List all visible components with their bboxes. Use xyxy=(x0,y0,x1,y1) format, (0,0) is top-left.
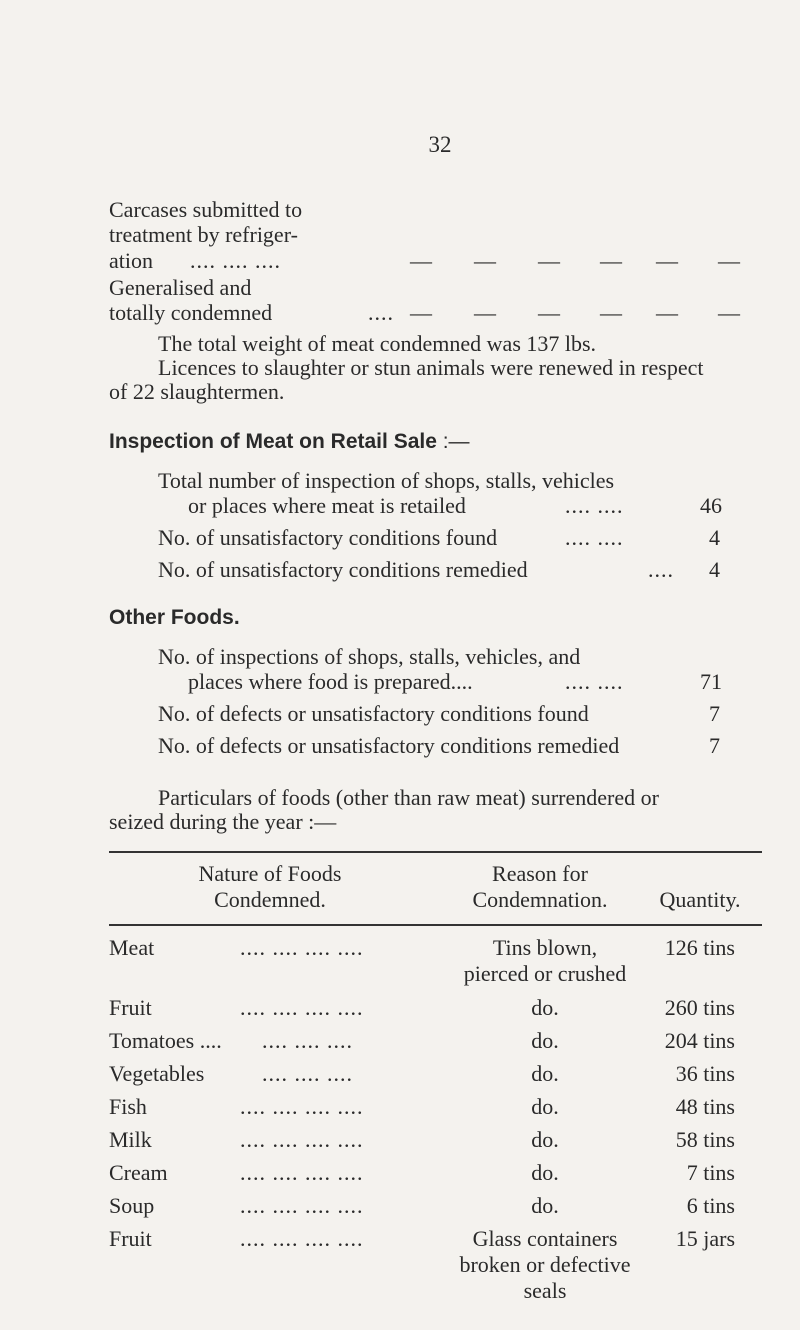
generalised-dash: — xyxy=(474,300,496,325)
retail-row-1-line-2: or places where meat is retailed xyxy=(188,493,466,518)
table-row-food: Milk xyxy=(109,1127,152,1152)
licences-text-1: Licences to slaughter or stun animals were renewed in respect xyxy=(158,355,704,380)
table-row-dots: .... .... .... xyxy=(262,1061,353,1086)
table-row-reason-2: broken or defective xyxy=(459,1252,631,1277)
retail-row-3-dots: .... xyxy=(648,557,674,582)
other-row-3-value: 7 xyxy=(709,733,720,758)
retail-row-1-value: 46 xyxy=(700,493,722,518)
table-row-quantity: 7 tins xyxy=(686,1160,735,1185)
table-row-reason-3: seals xyxy=(523,1278,567,1303)
table-row-quantity: 260 tins xyxy=(664,995,735,1020)
generalised-dots: .... xyxy=(368,300,394,325)
retail-row-3-value: 4 xyxy=(709,557,720,582)
retail-row-1-line-1: Total number of inspection of shops, stalls, vehicles xyxy=(158,468,615,493)
table-row-food: Fruit xyxy=(109,995,152,1020)
table-row-dots: .... .... .... .... xyxy=(240,1094,364,1119)
table-row-dots: .... .... .... .... xyxy=(240,1226,364,1251)
carcases-dots: .... .... .... xyxy=(190,248,281,273)
table-row-quantity: 126 tins xyxy=(664,935,735,960)
particulars-text-1: Particulars of foods (other than raw meat) surrendered or xyxy=(158,785,659,810)
other-row-1-dots: .... .... xyxy=(565,669,624,694)
table-row-dots: .... .... .... .... xyxy=(240,1193,364,1218)
table-row-reason: do. xyxy=(531,1028,559,1053)
header-nature-2: Condemned. xyxy=(214,887,326,912)
retail-heading-suffix: :— xyxy=(436,430,470,453)
table-row-dots: .... .... .... .... xyxy=(240,935,364,960)
other-row-1-line-2: places where food is prepared.... xyxy=(188,669,473,694)
table-row-reason: Glass containers xyxy=(472,1226,618,1251)
table-row-food: Soup xyxy=(109,1193,155,1218)
table-row-reason: do. xyxy=(531,1127,559,1152)
retail-row-3-label: No. of unsatisfactory conditions remedied xyxy=(158,557,528,582)
other-row-2-value: 7 xyxy=(709,701,720,726)
carcases-dash: — xyxy=(718,248,740,273)
retail-row-2-dots: .... .... xyxy=(565,525,624,550)
table-row-dots: .... .... .... .... xyxy=(240,995,364,1020)
generalised-dash: — xyxy=(600,300,622,325)
table-row-reason: do. xyxy=(531,1094,559,1119)
table-row-quantity: 204 tins xyxy=(664,1028,735,1053)
table-row-food: Cream xyxy=(109,1160,168,1185)
page-number: 32 xyxy=(428,132,452,157)
other-foods-heading: Other Foods. xyxy=(109,606,240,629)
header-quantity: Quantity. xyxy=(659,887,741,912)
generalised-dash: — xyxy=(538,300,560,325)
generalised-dash: — xyxy=(410,300,432,325)
table-row-quantity: 36 tins xyxy=(675,1061,735,1086)
other-row-1-line-1: No. of inspections of shops, stalls, vehicles, and xyxy=(158,644,581,669)
table-row-quantity: 6 tins xyxy=(686,1193,735,1218)
carcases-dash: — xyxy=(656,248,678,273)
table-row-quantity: 58 tins xyxy=(675,1127,735,1152)
total-weight-text: The total weight of meat condemned was 137 lbs. xyxy=(158,331,597,356)
carcases-dash: — xyxy=(600,248,622,273)
table-row-food: Fish xyxy=(109,1094,147,1119)
retail-row-2-value: 4 xyxy=(709,525,720,550)
licences-text-2: of 22 slaughtermen. xyxy=(109,379,285,404)
other-row-1-value: 71 xyxy=(700,669,722,694)
generalised-dash: — xyxy=(718,300,740,325)
retail-row-2-label: No. of unsatisfactory conditions found xyxy=(158,525,498,550)
generalised-line-2: totally condemned xyxy=(109,300,273,325)
particulars-text-2: seized during the year :— xyxy=(109,809,337,834)
table-row-quantity: 48 tins xyxy=(675,1094,735,1119)
table-row-reason-2: pierced or crushed xyxy=(463,961,627,986)
table-row-food: Tomatoes .... xyxy=(109,1028,222,1053)
carcases-dash: — xyxy=(474,248,496,273)
retail-row-1-dots: .... .... xyxy=(565,493,624,518)
carcases-dash: — xyxy=(538,248,560,273)
table-row-dots: .... .... .... .... xyxy=(240,1127,364,1152)
carcases-line-1: Carcases submitted to xyxy=(109,197,303,222)
carcases-line-2: treatment by refriger- xyxy=(109,222,298,247)
table-header-rule xyxy=(109,924,762,926)
header-reason-1: Reason for xyxy=(492,861,588,886)
other-row-2-label: No. of defects or unsatisfactory conditions found xyxy=(158,701,589,726)
table-row-reason: do. xyxy=(531,1061,559,1086)
table-row-reason: do. xyxy=(531,1160,559,1185)
retail-heading-title: Inspection of Meat on Retail Sale xyxy=(109,430,437,453)
other-row-3-label: No. of defects or unsatisfactory conditions remedied xyxy=(158,733,620,758)
table-row-quantity: 15 jars xyxy=(675,1226,735,1251)
table-row-food: Fruit xyxy=(109,1226,152,1251)
table-row-food: Vegetables xyxy=(109,1061,205,1086)
header-nature-1: Nature of Foods xyxy=(198,861,342,886)
table-row-reason: do. xyxy=(531,995,559,1020)
carcases-line-3: ation xyxy=(109,248,153,273)
table-row-dots: .... .... .... xyxy=(262,1028,353,1053)
table-row-dots: .... .... .... .... xyxy=(240,1160,364,1185)
carcases-dash: — xyxy=(410,248,432,273)
table-row-reason: do. xyxy=(531,1193,559,1218)
table-row-reason: Tins blown, xyxy=(492,935,598,960)
retail-heading xyxy=(109,430,470,454)
table-top-rule xyxy=(109,851,762,853)
header-reason-2: Condemnation. xyxy=(472,887,608,912)
generalised-dash: — xyxy=(656,300,678,325)
generalised-line-1: Generalised and xyxy=(109,275,252,300)
table-row-food: Meat xyxy=(109,935,155,960)
